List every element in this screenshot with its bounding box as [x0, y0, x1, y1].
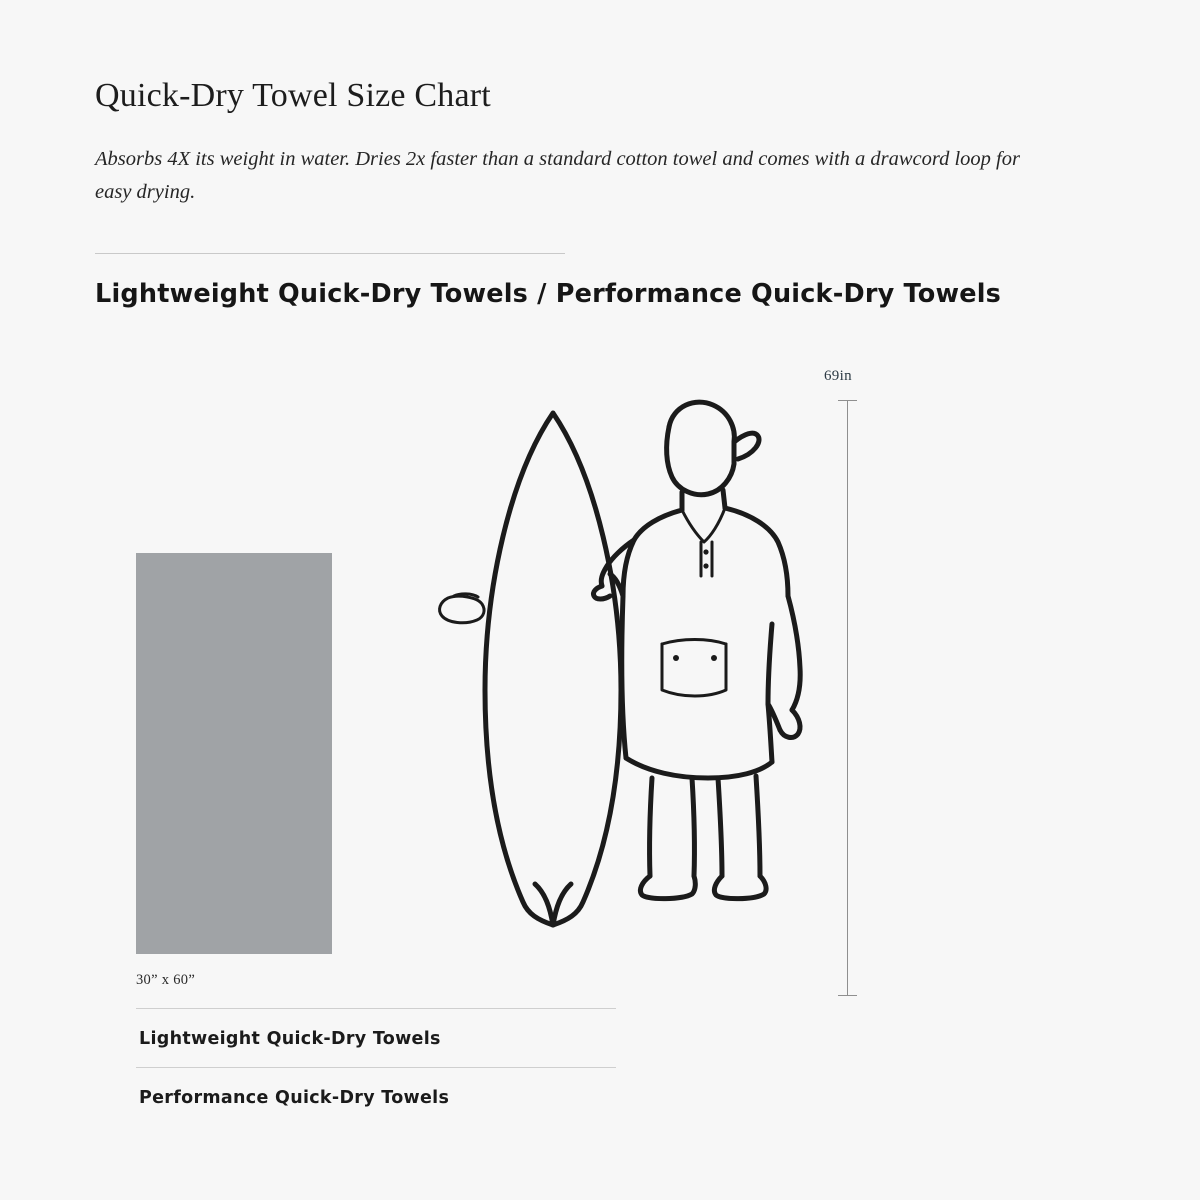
- header-divider: [95, 253, 565, 254]
- section-heading: Lightweight Quick-Dry Towels / Performance Quick-Dry Towels: [95, 279, 1002, 309]
- person-icon: [593, 402, 800, 899]
- page-subtitle: Absorbs 4X its weight in water. Dries 2x faster than a standard cotton towel and comes with a drawcord loop for easy drying.: [95, 147, 1020, 203]
- legend: [136, 1008, 616, 1126]
- header: [95, 76, 1105, 208]
- page-title: Quick-Dry Towel Size Chart: [95, 77, 491, 114]
- illustration-area: [0, 350, 1200, 1030]
- measure-line: [847, 400, 848, 996]
- surfer-illustration: [420, 380, 840, 1000]
- legend-row: Lightweight Quick-Dry Towels: [139, 1029, 441, 1049]
- reference-height-label: 69in: [824, 368, 852, 384]
- surfboard-icon: [440, 413, 621, 925]
- legend-row: Performance Quick-Dry Towels: [139, 1088, 450, 1108]
- towel-dimensions-label: 30” x 60”: [136, 972, 196, 988]
- towel-swatch: [136, 553, 332, 954]
- measure-cap-bottom: [838, 995, 857, 996]
